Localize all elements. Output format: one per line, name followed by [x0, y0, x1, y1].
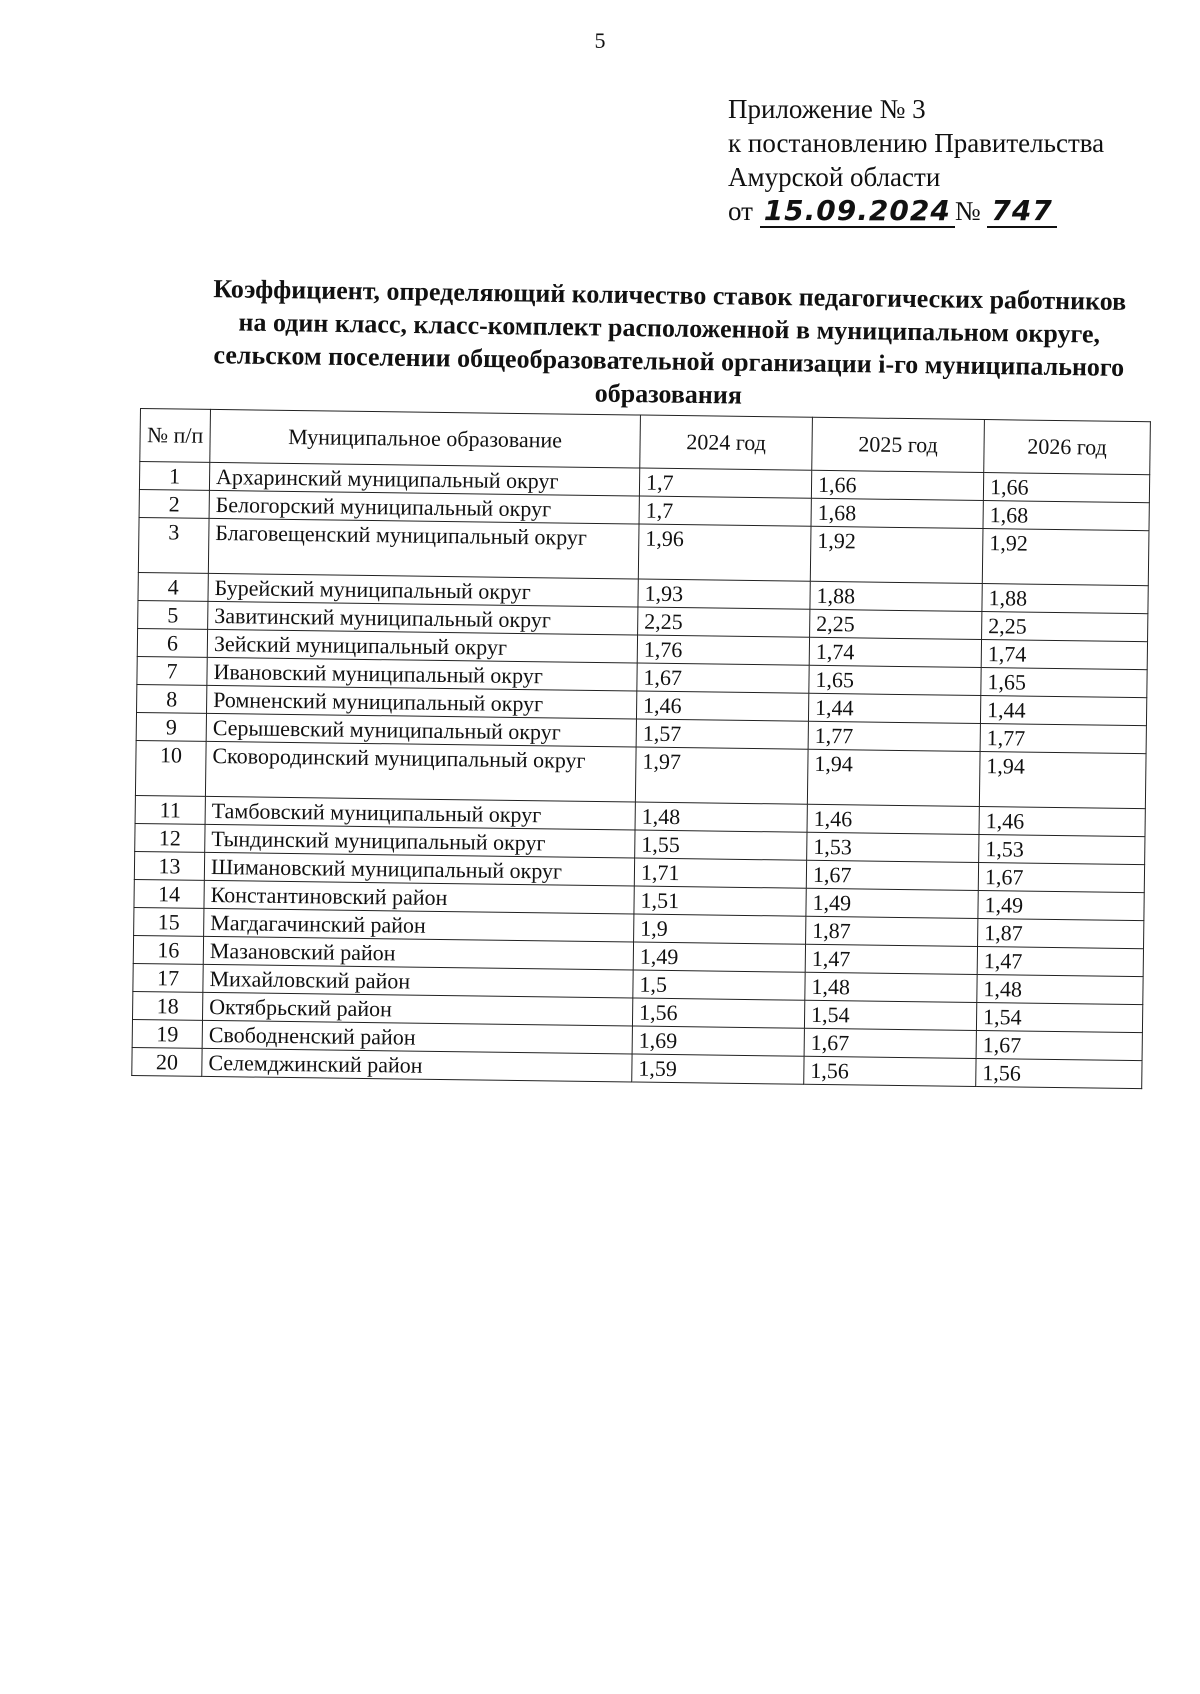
- value-2025-cell: 1,94: [807, 749, 980, 806]
- appendix-date-line: [728, 194, 1104, 228]
- row-number-cell: 12: [135, 823, 205, 852]
- value-2025-cell: 1,92: [810, 526, 983, 583]
- appendix-line-2: к постановлению Правительства: [728, 128, 1105, 158]
- header-2025: 2025 год: [812, 417, 985, 472]
- municipality-name-cell: Мазановский район: [203, 936, 633, 970]
- appendix-line-1: Приложение № 3: [728, 94, 926, 124]
- value-2026-cell: 2,25: [982, 612, 1148, 642]
- municipality-name-cell: Ивановский муниципальный округ: [207, 657, 637, 691]
- value-2025-cell: 1,66: [811, 470, 983, 500]
- municipality-name-cell: Магдагачинский район: [204, 908, 634, 942]
- value-2026-cell: 1,68: [983, 501, 1149, 531]
- row-number-cell: 20: [132, 1047, 202, 1076]
- value-2025-cell: 1,46: [807, 804, 979, 834]
- value-2024-cell: 1,76: [637, 635, 809, 665]
- value-2024-cell: 1,69: [632, 1026, 804, 1056]
- municipality-name-cell: Тындинский муниципальный округ: [205, 824, 635, 858]
- appendix-number: 747: [987, 196, 1056, 228]
- value-2024-cell: 1,67: [637, 663, 809, 693]
- value-2026-cell: 1,77: [980, 724, 1146, 754]
- appendix-block: [728, 92, 1104, 228]
- value-2024-cell: 1,49: [633, 942, 805, 972]
- page-number: 5: [594, 28, 606, 53]
- appendix-date: 15.09.2024: [760, 196, 955, 228]
- row-number-cell: 5: [138, 600, 208, 629]
- value-2026-cell: 1,66: [983, 473, 1149, 503]
- municipality-name-cell: Бурейский муниципальный округ: [208, 573, 638, 607]
- value-2024-cell: 1,59: [632, 1054, 804, 1084]
- row-number-cell: 9: [136, 712, 206, 741]
- value-2025-cell: 1,67: [806, 860, 978, 890]
- row-number-cell: 17: [133, 963, 203, 992]
- municipality-name-cell: Тамбовский муниципальный округ: [205, 796, 635, 830]
- value-2026-cell: 1,53: [979, 835, 1145, 865]
- municipality-name-cell: Свободненский район: [202, 1020, 632, 1054]
- value-2026-cell: 1,67: [978, 863, 1144, 893]
- row-number-cell: 18: [132, 991, 202, 1020]
- value-2025-cell: 1,67: [804, 1028, 976, 1058]
- value-2025-cell: 1,49: [806, 888, 978, 918]
- row-number-cell: 8: [137, 684, 207, 713]
- municipality-name-cell: Ромненский муниципальный округ: [207, 685, 637, 719]
- value-2024-cell: 1,46: [636, 691, 808, 721]
- value-2025-cell: 1,54: [804, 1000, 976, 1030]
- municipality-name-cell: Селемджинский район: [202, 1048, 632, 1082]
- value-2025-cell: 1,56: [804, 1056, 976, 1086]
- municipality-name-cell: Серышевский муниципальный округ: [206, 713, 636, 747]
- value-2025-cell: 1,48: [805, 972, 977, 1002]
- value-2026-cell: 1,48: [977, 975, 1143, 1005]
- row-number-cell: 10: [135, 740, 206, 796]
- appendix-line-3: Амурской области: [728, 162, 941, 192]
- value-2026-cell: 1,94: [979, 752, 1146, 809]
- row-number-cell: 11: [135, 795, 205, 824]
- value-2025-cell: 1,74: [809, 637, 981, 667]
- header-number: № п/п: [140, 409, 211, 463]
- municipality-name-cell: Завитинский муниципальный округ: [208, 601, 638, 635]
- municipality-name-cell: Зейский муниципальный округ: [207, 629, 637, 663]
- value-2025-cell: 1,77: [808, 721, 980, 751]
- municipality-name-cell: Октябрьский район: [202, 992, 632, 1026]
- value-2024-cell: 1,56: [632, 998, 804, 1028]
- row-number-cell: 14: [134, 879, 204, 908]
- row-number-cell: 1: [139, 462, 209, 491]
- value-2024-cell: 1,97: [635, 747, 808, 804]
- row-number-cell: 7: [137, 656, 207, 685]
- municipality-name-cell: Михайловский район: [203, 964, 633, 998]
- row-number-cell: 6: [137, 628, 207, 657]
- value-2025-cell: 1,87: [806, 916, 978, 946]
- value-2024-cell: 1,71: [634, 858, 806, 888]
- value-2025-cell: 1,53: [807, 832, 979, 862]
- value-2024-cell: 2,25: [638, 607, 810, 637]
- value-2026-cell: 1,65: [981, 668, 1147, 698]
- table-body: [132, 462, 1150, 1089]
- header-2024: 2024 год: [640, 415, 813, 470]
- value-2024-cell: 1,48: [635, 802, 807, 832]
- header-2026: 2026 год: [984, 420, 1151, 475]
- value-2024-cell: 1,7: [639, 468, 811, 498]
- value-2025-cell: 1,47: [805, 944, 977, 974]
- value-2025-cell: 1,88: [810, 581, 982, 611]
- value-2024-cell: 1,57: [636, 719, 808, 749]
- value-2025-cell: 1,68: [811, 498, 983, 528]
- municipality-name-cell: Благовещенский муниципальный округ: [208, 518, 639, 579]
- row-number-cell: 16: [133, 935, 203, 964]
- value-2024-cell: 1,96: [638, 524, 811, 581]
- row-number-cell: 13: [134, 851, 204, 880]
- value-2026-cell: 1,67: [976, 1031, 1142, 1061]
- appendix-number-label: №: [954, 196, 981, 226]
- coefficient-table-wrapper: [131, 408, 1150, 1089]
- value-2026-cell: 1,47: [977, 947, 1143, 977]
- value-2024-cell: 1,9: [634, 914, 806, 944]
- row-number-cell: 19: [132, 1019, 202, 1048]
- municipality-name-cell: Архаринский муниципальный округ: [209, 462, 639, 496]
- value-2026-cell: 1,88: [982, 584, 1148, 614]
- row-number-cell: 15: [134, 907, 204, 936]
- header-municipality: Муниципальное образование: [210, 409, 641, 468]
- municipality-name-cell: Сковородинский муниципальный округ: [205, 741, 636, 802]
- value-2026-cell: 1,54: [976, 1003, 1142, 1033]
- value-2026-cell: 1,74: [981, 640, 1147, 670]
- value-2026-cell: 1,44: [980, 696, 1146, 726]
- value-2024-cell: 1,5: [633, 970, 805, 1000]
- value-2024-cell: 1,93: [638, 579, 810, 609]
- value-2026-cell: 1,87: [978, 919, 1144, 949]
- value-2025-cell: 1,65: [809, 665, 981, 695]
- value-2026-cell: 1,46: [979, 807, 1145, 837]
- municipality-name-cell: Константиновский район: [204, 880, 634, 914]
- row-number-cell: 3: [138, 517, 209, 573]
- document-title: Коэффициент, определяющий количество ставок педагогических работников на один класс, класс-комплект расположенной в муниципальном округе, сельском поселении общеобразовательной организации i-го муниципального образования: [213, 274, 1127, 410]
- appendix-from-label: от: [728, 196, 753, 226]
- row-number-cell: 2: [139, 489, 209, 518]
- value-2024-cell: 1,7: [639, 496, 811, 526]
- value-2025-cell: 1,44: [808, 693, 980, 723]
- municipality-name-cell: Белогорский муниципальный округ: [209, 490, 639, 524]
- value-2026-cell: 1,92: [982, 529, 1149, 586]
- value-2025-cell: 2,25: [810, 609, 982, 639]
- value-2024-cell: 1,55: [635, 830, 807, 860]
- coefficient-table: [131, 408, 1151, 1089]
- value-2026-cell: 1,56: [976, 1058, 1142, 1088]
- value-2024-cell: 1,51: [634, 886, 806, 916]
- municipality-name-cell: Шимановский муниципальный округ: [204, 852, 634, 886]
- row-number-cell: 4: [138, 572, 208, 601]
- value-2026-cell: 1,49: [978, 891, 1144, 921]
